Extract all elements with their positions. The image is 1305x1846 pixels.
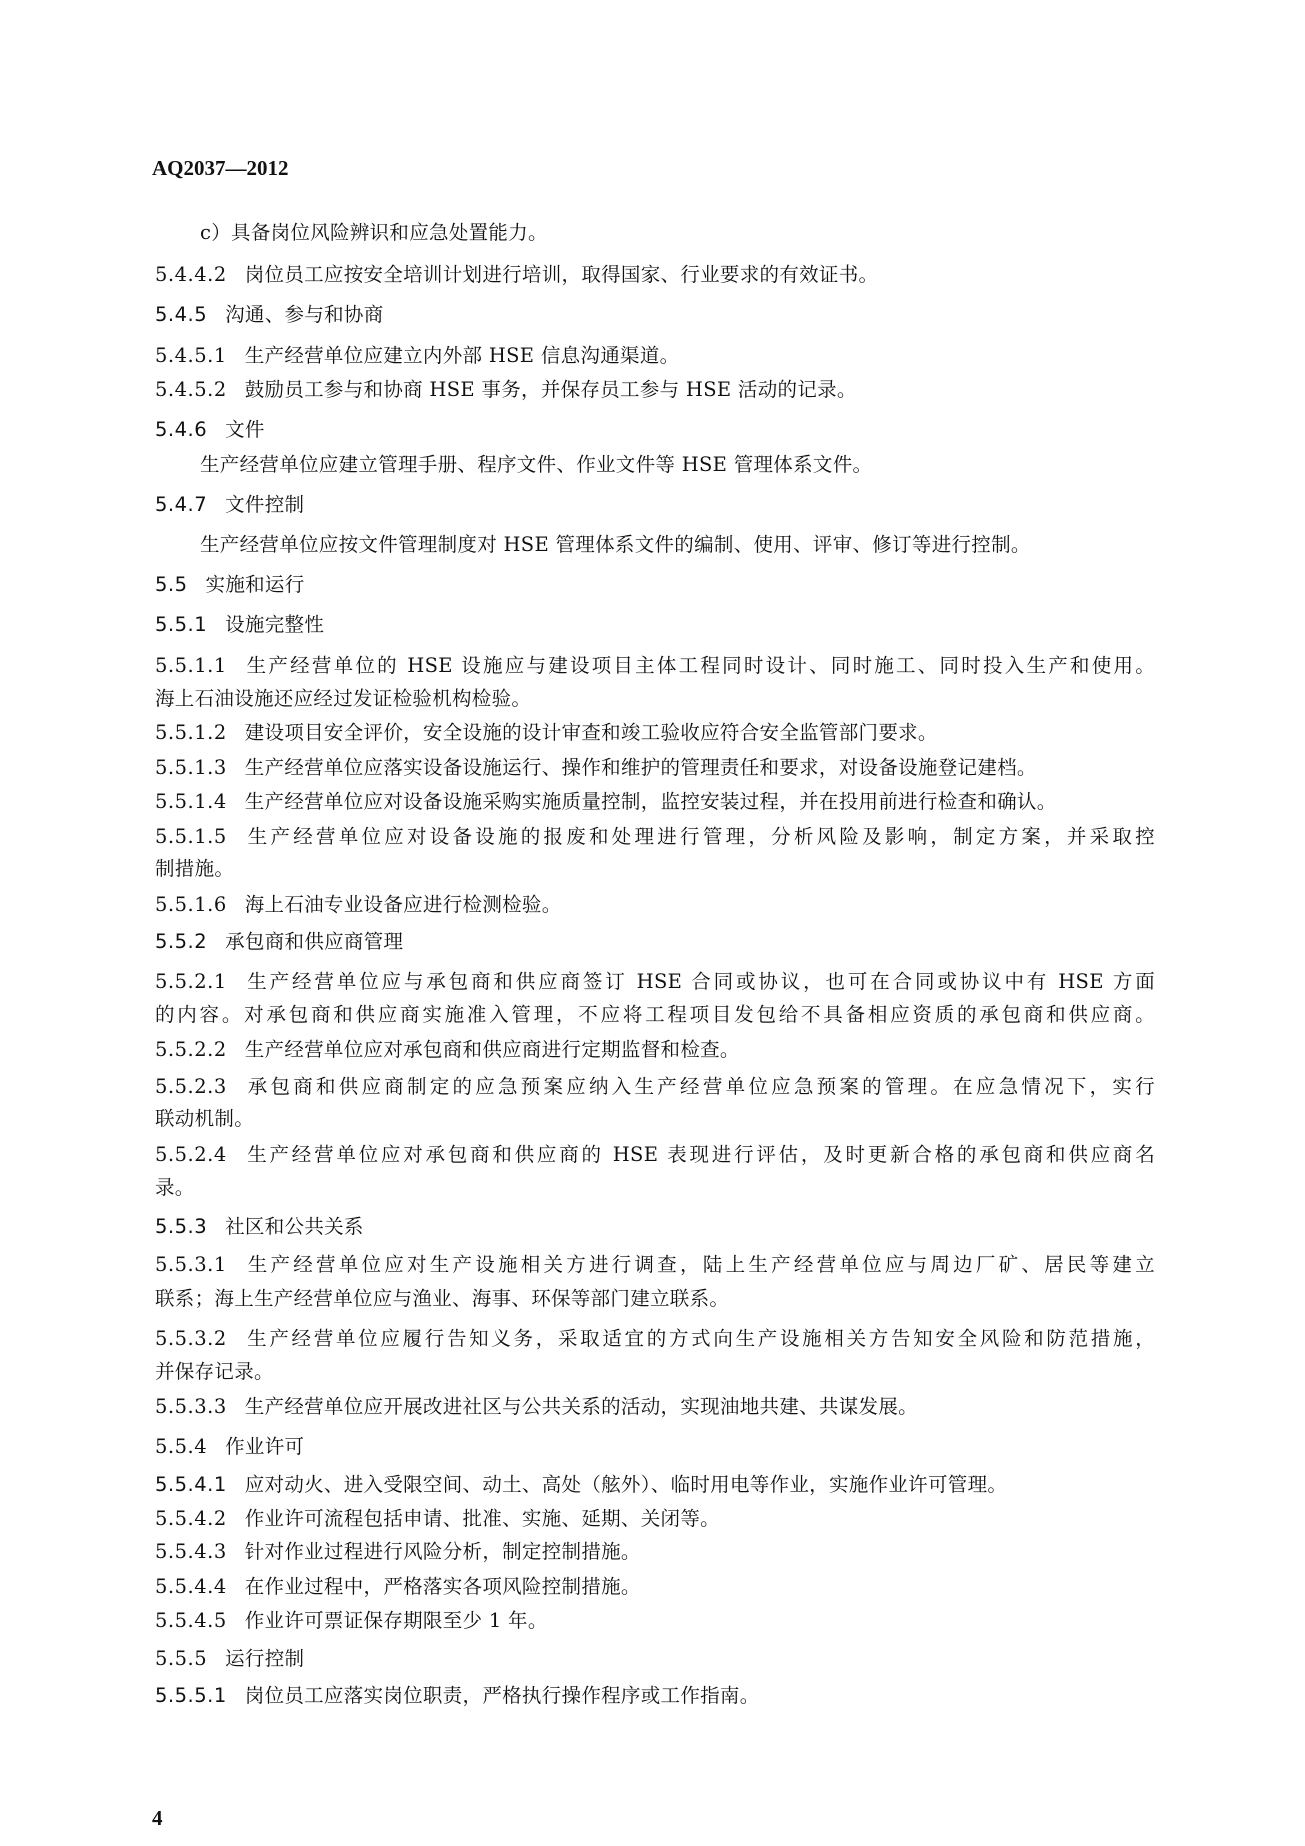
clause-text: 作业许可流程包括申请、批准、实施、延期、关闭等。 [244, 1507, 720, 1530]
clause-text: 的内容。对承包商和供应商实施准入管理，不应将工程项目发包给不具备相应资质的承包商和供应商。 [155, 1003, 1155, 1026]
clause-line [155, 1607, 1155, 1634]
clause-text: 鼓励员工参与和协商 HSE 事务，并保存员工参与 HSE 活动的记录。 [244, 378, 857, 401]
clause-text: 制措施。 [155, 857, 235, 880]
clause-line [155, 261, 1155, 288]
clause-line [155, 376, 1155, 403]
clause-text: 生产经营单位应开展改进社区与公共关系的活动，实现油地共建、共谋发展。 [244, 1395, 918, 1418]
clause-number: 5.5.3.1 [155, 1253, 227, 1276]
clause-text: 生产经营单位应对承包商和供应商的 HSE 表现进行评估，及时更新合格的承包商和供应商名 [244, 1143, 1155, 1166]
clause-text: c）具备岗位风险辨识和应急处置能力。 [200, 221, 548, 244]
clause-number: 5.5.3.2 [155, 1327, 227, 1350]
clause-line [155, 685, 1155, 712]
clause-line [155, 1645, 1155, 1672]
clause-text: 生产经营单位应对承包商和供应商进行定期监督和检查。 [244, 1038, 740, 1061]
clause-number: 5.5.4 [155, 1435, 208, 1458]
clause-line [155, 1036, 1155, 1063]
document-code-header: AQ2037—2012 [152, 156, 289, 180]
clause-line [200, 219, 1150, 246]
clause-number: 5.5.1.4 [155, 790, 227, 813]
section-heading [155, 1471, 1155, 1498]
clause-number: 5.5.3.3 [155, 1395, 227, 1418]
clause-number: 5.4.5 [155, 303, 208, 326]
clause-number: 5.5.4.1 [155, 1473, 227, 1496]
clause-number: 5.5.1.2 [155, 721, 227, 744]
section-heading [155, 571, 1155, 598]
clause-text: 作业许可票证保存期限至少 1 年。 [244, 1609, 548, 1632]
clause-number: 5.5.2.4 [155, 1143, 227, 1166]
section-heading [155, 1213, 1155, 1240]
clause-text: 生产经营单位应对设备设施的报废和处理进行管理，分析风险及影响，制定方案，并采取控 [244, 825, 1155, 848]
clause-number: 5.5.1.6 [155, 893, 227, 916]
clause-number: 5.5.4.4 [155, 1575, 227, 1598]
clause-text: 文件 [225, 418, 265, 441]
clause-text: 生产经营单位应对设备设施采购实施质量控制，监控安装过程，并在投用前进行检查和确认。 [244, 790, 1057, 813]
clause-number: 5.4.5.2 [155, 378, 227, 401]
clause-text: 运行控制 [225, 1647, 305, 1670]
clause-text: 实施和运行 [205, 573, 305, 596]
clause-line [155, 968, 1155, 995]
clause-line [155, 652, 1155, 679]
clause-line [155, 719, 1155, 746]
clause-line [155, 788, 1155, 815]
clause-text: 录。 [155, 1176, 195, 1199]
clause-text: 生产经营单位应与承包商和供应商签订 HSE 合同或协议，也可在合同或协议中有 HSE 方面 [244, 970, 1155, 993]
clause-line [155, 1505, 1155, 1532]
clause-text: 应对动火、进入受限空间、动土、高处（舷外）、临时用电等作业，实施作业许可管理。 [244, 1473, 1008, 1496]
clause-text: 生产经营单位应落实设备设施运行、操作和维护的管理责任和要求，对设备设施登记建档。 [244, 756, 1037, 779]
clause-number: 5.5.3 [155, 1215, 208, 1238]
clause-number: 5.5.4.5 [155, 1609, 227, 1632]
clause-line [155, 855, 1155, 882]
clause-line [155, 1141, 1155, 1168]
clause-line [155, 1251, 1155, 1278]
clause-text: 生产经营单位应建立内外部 HSE 信息沟通渠道。 [244, 344, 680, 367]
section-heading [155, 491, 1155, 518]
clause-text: 生产经营单位的 HSE 设施应与建设项目主体工程同时设计、同时施工、同时投入生产和使用。 [244, 654, 1155, 677]
clause-number: 5.4.4.2 [155, 263, 227, 286]
clause-number: 5.4.7 [155, 493, 208, 516]
section-heading [155, 301, 1155, 328]
clause-text: 联系；海上生产经营单位应与渔业、海事、环保等部门建立联系。 [155, 1287, 730, 1310]
clause-line [200, 531, 1150, 558]
clause-line [155, 1538, 1155, 1565]
clause-text: 建设项目安全评价，安全设施的设计审查和竣工验收应符合安全监管部门要求。 [244, 721, 938, 744]
clause-text: 岗位员工应按安全培训计划进行培训，取得国家、行业要求的有效证书。 [244, 263, 879, 286]
clause-line [155, 1433, 1155, 1460]
clause-text: 生产经营单位应履行告知义务，采取适宜的方式向生产设施相关方告知安全风险和防范措施， [244, 1327, 1155, 1350]
clause-line [155, 823, 1155, 850]
section-heading [155, 1682, 1155, 1709]
clause-line [155, 1325, 1155, 1352]
clause-line [155, 1573, 1155, 1600]
clause-number: 5.5.1.5 [155, 825, 227, 848]
clause-line [155, 1393, 1155, 1420]
clause-text: 生产经营单位应建立管理手册、程序文件、作业文件等 HSE 管理体系文件。 [200, 453, 873, 476]
clause-line [200, 451, 1150, 478]
page-number: 4 [152, 1806, 163, 1830]
clause-line [155, 1105, 1155, 1132]
clause-line [155, 1174, 1155, 1201]
section-heading [155, 928, 1155, 955]
clause-text: 在作业过程中，严格落实各项风险控制措施。 [244, 1575, 641, 1598]
clause-text: 海上石油专业设备应进行检测检验。 [244, 893, 562, 916]
clause-text: 联动机制。 [155, 1107, 255, 1130]
clause-line [155, 1285, 1155, 1312]
section-heading [155, 611, 1155, 638]
clause-number: 5.5.4.3 [155, 1540, 227, 1563]
section-heading [155, 416, 1155, 443]
clause-text: 生产经营单位应按文件管理制度对 HSE 管理体系文件的编制、使用、评审、修订等进行控制。 [200, 533, 1031, 556]
clause-text: 并保存记录。 [155, 1360, 274, 1383]
clause-text: 社区和公共关系 [225, 1215, 364, 1238]
clause-line [155, 891, 1155, 918]
clause-number: 5.5.1.1 [155, 654, 227, 677]
clause-number: 5.5.5 [155, 1647, 208, 1670]
clause-number: 5.5.2.3 [155, 1075, 227, 1098]
clause-number: 5.5.5.1 [155, 1684, 227, 1707]
clause-text: 文件控制 [225, 493, 305, 516]
clause-text: 作业许可 [225, 1435, 305, 1458]
clause-number: 5.5.1 [155, 613, 208, 636]
clause-text: 沟通、参与和协商 [225, 303, 384, 326]
clause-number: 5.4.5.1 [155, 344, 227, 367]
clause-text: 承包商和供应商制定的应急预案应纳入生产经营单位应急预案的管理。在应急情况下，实行 [244, 1075, 1155, 1098]
clause-number: 5.5.4.2 [155, 1507, 227, 1530]
clause-line [155, 1358, 1155, 1385]
clause-line [155, 342, 1155, 369]
clause-text: 海上石油设施还应经过发证检验机构检验。 [155, 687, 532, 710]
clause-line [155, 1073, 1155, 1100]
clause-text: 针对作业过程进行风险分析，制定控制措施。 [244, 1540, 641, 1563]
clause-line [155, 1001, 1155, 1028]
clause-text: 设施完整性 [225, 613, 325, 636]
clause-text: 承包商和供应商管理 [225, 930, 404, 953]
clause-number: 5.5.2.1 [155, 970, 227, 993]
clause-number: 5.5.1.3 [155, 756, 227, 779]
clause-number: 5.4.6 [155, 418, 208, 441]
clause-number: 5.5.2.2 [155, 1038, 227, 1061]
clause-text: 岗位员工应落实岗位职责，严格执行操作程序或工作指南。 [244, 1684, 760, 1707]
clause-number: 5.5 [155, 573, 188, 596]
clause-text: 生产经营单位应对生产设施相关方进行调查，陆上生产经营单位应与周边厂矿、居民等建立 [244, 1253, 1155, 1276]
clause-line [155, 754, 1155, 781]
clause-number: 5.5.2 [155, 930, 208, 953]
